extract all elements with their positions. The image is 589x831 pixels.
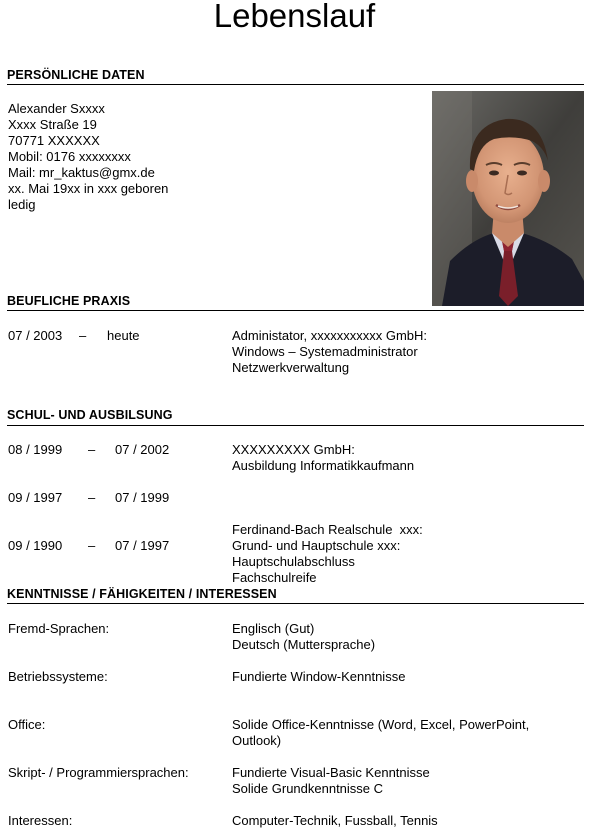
education-date-dash: –: [88, 538, 96, 553]
practice-line: Netzwerkverwaltung: [232, 360, 350, 375]
education-date-to: 07 / 1997: [115, 538, 170, 553]
personal-mobile: Mobil: 0176 xxxxxxxx: [8, 149, 131, 164]
skills-line: Solide Office-Kenntnisse (Word, Excel, PowerPoint,: [232, 717, 530, 732]
skills-value: [232, 813, 438, 829]
education-line: Fachschulreife: [232, 570, 317, 585]
education-description: [232, 442, 414, 474]
section-heading-personal: PERSÖNLICHE DATEN: [7, 68, 145, 82]
education-date-dash: –: [88, 442, 96, 457]
education-line: XXXXXXXXX GmbH:: [232, 442, 355, 457]
section-heading-practice: BEUFLICHE PRAXIS: [7, 294, 131, 308]
portrait-photo: [432, 91, 584, 306]
section-divider: [7, 84, 584, 85]
education-date-from: 09 / 1997: [8, 490, 63, 505]
skills-line: Fundierte Window-Kenntnisse: [232, 669, 406, 684]
skills-line: Computer-Technik, Fussball, Tennis: [232, 813, 438, 828]
education-date-from: 09 / 1990: [8, 538, 63, 553]
skills-value: [232, 765, 430, 797]
skills-value: [232, 669, 405, 685]
personal-data-block: [8, 101, 168, 213]
skills-label: Betriebssysteme:: [8, 669, 108, 684]
personal-name: Alexander Sxxxx: [8, 101, 105, 116]
skills-label: Fremd-Sprachen:: [8, 621, 110, 636]
skills-value: [232, 621, 375, 653]
skills-line: Solide Grundkenntnisse C: [232, 781, 384, 796]
education-date-from: 08 / 1999: [8, 442, 63, 457]
skills-label: Interessen:: [8, 813, 73, 828]
practice-line: Windows – Systemadministrator: [232, 344, 418, 359]
skills-line: Englisch (Gut): [232, 621, 315, 636]
personal-mail: Mail: mr_kaktus@gmx.de: [8, 165, 155, 180]
practice-line: Administator, xxxxxxxxxxx GmbH:: [232, 328, 428, 343]
skills-line: Deutsch (Muttersprache): [232, 637, 376, 652]
education-line: Ferdinand-Bach Realschule xxx:: [232, 522, 423, 537]
practice-date-to: heute: [107, 328, 140, 343]
section-heading-skills: KENNTNISSE / FÄHIGKEITEN / INTERESSEN: [7, 587, 277, 601]
education-date-to: 07 / 1999: [115, 490, 170, 505]
personal-city: 70771 XXXXXX: [8, 133, 100, 148]
education-line: Ausbildung Informatikkaufmann: [232, 458, 415, 473]
education-date-dash: –: [88, 490, 96, 505]
personal-street: Xxxx Straße 19: [8, 117, 97, 132]
education-date-to: 07 / 2002: [115, 442, 170, 457]
practice-date-from: 07 / 2003: [8, 328, 63, 343]
page-title: Lebenslauf: [213, 0, 376, 34]
section-divider: [7, 425, 584, 426]
education-line: Hauptschulabschluss: [232, 554, 355, 569]
section-divider: [7, 603, 584, 604]
skills-line: Fundierte Visual-Basic Kenntnisse: [232, 765, 430, 780]
practice-description: [232, 328, 427, 376]
practice-date-dash: –: [79, 328, 87, 343]
personal-status: ledig: [8, 197, 36, 212]
education-description: [232, 538, 400, 570]
skills-line: Outlook): [232, 733, 282, 748]
personal-birth: xx. Mai 19xx in xxx geboren: [8, 181, 169, 196]
section-heading-education: SCHUL- UND AUSBILSUNG: [7, 408, 173, 422]
section-divider: [7, 310, 584, 311]
education-line: Grund- und Hauptschule xxx:: [232, 538, 401, 553]
skills-value: [232, 717, 529, 749]
skills-label: Skript- / Programmiersprachen:: [8, 765, 189, 780]
skills-label: Office:: [8, 717, 46, 732]
